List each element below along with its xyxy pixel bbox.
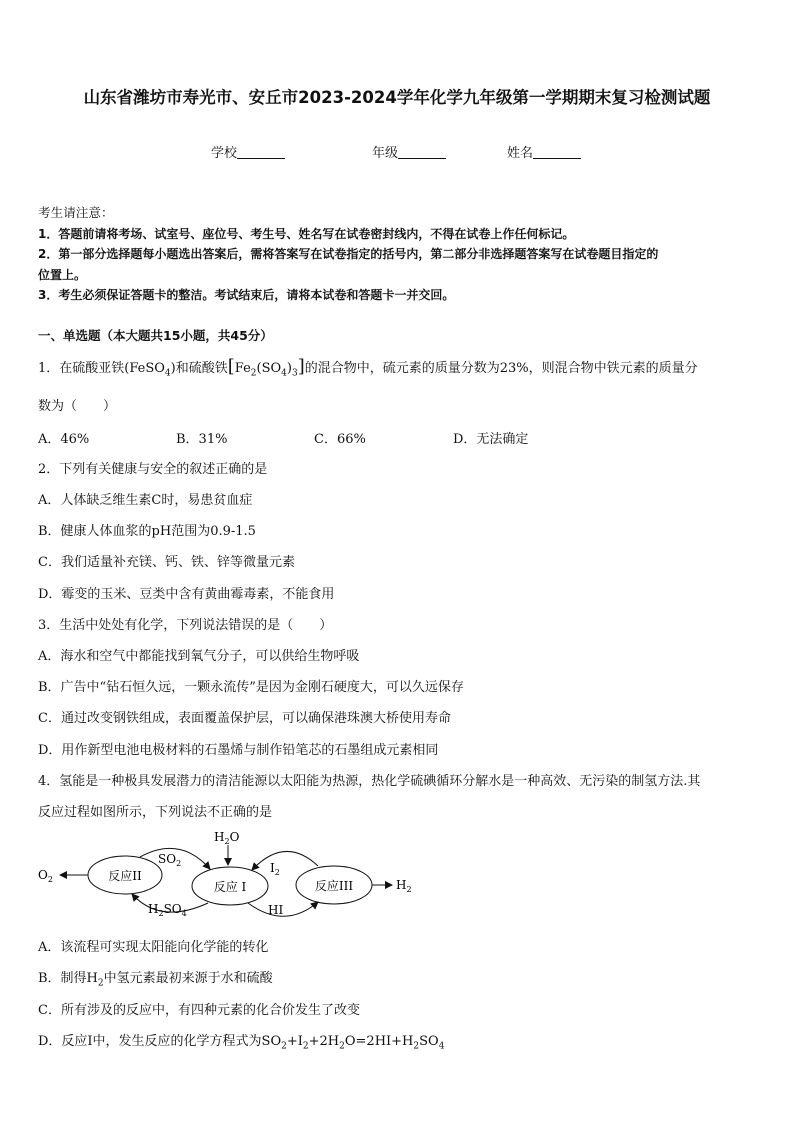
q1-f2-sub2: 4 [281, 368, 287, 379]
q4-d-s4: 2 [413, 1041, 420, 1052]
page-title: 山东省潍坊市寿光市、安丘市2023-2024学年化学九年级第一学期期末复习检测试题 [83, 88, 711, 107]
q4-d-t4: O=2HI+H [344, 1034, 414, 1049]
o2-text: O [38, 868, 48, 882]
reaction-3-label: 反应III [314, 879, 354, 893]
so2-sub: 2 [176, 859, 182, 868]
q1-f1: (FeSO [124, 361, 165, 376]
grade-label: 年级 [372, 146, 399, 161]
q1-formula-feso4 [124, 361, 176, 379]
q4-d-s5: 4 [438, 1041, 445, 1052]
school-label: 学校 [211, 146, 238, 161]
q4-option-d[interactable] [38, 1030, 444, 1052]
h2-text: H [396, 878, 407, 892]
q1-option-b[interactable]: B．31% [176, 432, 228, 447]
reaction-1-label: 反应 I [213, 880, 247, 894]
q1-f2a: Fe [234, 361, 251, 376]
q3-option-b[interactable]: B．广告中“钻石恒久远，一颗永流传”是因为金刚石硬度大，可以久远保存 [38, 680, 464, 695]
school-blank[interactable] [237, 146, 285, 159]
q1-f1-end: ) [170, 361, 176, 376]
note-item: 位置上。 [38, 267, 87, 282]
h2so4-label [148, 902, 187, 918]
h2-label [396, 878, 412, 894]
q1-suffix: 的混合物中，硫元素的质量分数为23%，则混合物中铁元素的质量分 [304, 361, 698, 376]
h2so4-sub2: 4 [181, 909, 187, 918]
note-item: 2．第一部分选择题每小题选出答案后，需将答案写在试卷指定的括号内，第二部分非选择题答案写在试卷题目指定的 [38, 247, 659, 261]
q4-option-b[interactable] [38, 967, 273, 989]
i2-label [270, 861, 280, 877]
q2-option-c[interactable]: C．我们适量补充镁、钙、铁、锌等微量元素 [38, 555, 295, 570]
notes-heading: 考生请注意： [38, 205, 114, 220]
q1-formula-fe2so43 [234, 361, 298, 379]
q1-f2-sub3: 3 [291, 368, 298, 379]
reaction-diagram [30, 825, 430, 925]
q1-option-a[interactable]: A．46% [38, 432, 90, 447]
h2-sub: 2 [406, 885, 412, 894]
q1-f1-sub: 4 [164, 368, 171, 379]
q2-option-d[interactable]: D．霉变的玉米、豆类中含有黄曲霉毒素，不能食用 [38, 587, 335, 602]
grade-field[interactable] [372, 142, 446, 161]
q4-b-sub: 2 [97, 978, 104, 989]
h2o-h: H [214, 830, 225, 844]
q4-b-post: 中氢元素最初来源于水和硫酸 [103, 971, 273, 986]
name-blank[interactable] [533, 146, 581, 159]
q3-option-d[interactable]: D．用作新型电池电极材料的石墨烯与制作铅笔芯的石墨组成元素相同 [38, 743, 439, 758]
h2o-sub: 2 [224, 837, 230, 846]
bracket-left: [ [227, 356, 235, 377]
o2-label [38, 868, 53, 884]
so2-text: SO [158, 852, 177, 866]
q4-d-t3: +2H [308, 1034, 340, 1049]
q1-option-d[interactable]: D．无法确定 [453, 432, 529, 447]
q1-mid: 和硫酸铁 [175, 361, 228, 376]
o2-sub: 2 [47, 875, 53, 884]
q2-stem: 2．下列有关健康与安全的叙述正确的是 [38, 462, 268, 477]
q4-option-c[interactable]: C．所有涉及的反应中，有四种元素的化合价发生了改变 [38, 1003, 360, 1018]
name-label: 姓名 [507, 146, 534, 161]
h2o-o: O [229, 830, 240, 844]
q4-stem-line1: 4．氢能是一种极具发展潜力的清洁能源以太阳能为热源，热化学硫碘循环分解水是一种高效、无污染的制氢方法.其 [38, 774, 701, 789]
i2-text: I [270, 861, 275, 875]
q1-f2b: (SO [256, 361, 282, 376]
q1-f2-sub1: 2 [250, 368, 257, 379]
q1-prefix: 1．在硫酸亚铁 [38, 361, 125, 376]
bracket-right: ] [297, 356, 305, 377]
so2-label [158, 852, 181, 868]
q4-d-t1: D．反应Ⅰ中，发生反应的化学方程式为SO [38, 1034, 282, 1049]
q4-stem-line2: 反应过程如图所示，下列说法不正确的是 [38, 805, 273, 820]
q4-option-a[interactable]: A．该流程可实现太阳能向化学能的转化 [38, 940, 269, 955]
q4-d-t5: SO [419, 1034, 439, 1049]
q4-d-s1: 2 [281, 1041, 287, 1052]
hi-label: HI [268, 903, 284, 917]
q2-option-b[interactable]: B．健康人体血浆的pH范围为0.9-1.5 [38, 524, 256, 539]
q1-f2c: ) [286, 361, 292, 376]
h2so4-so: SO [163, 902, 182, 916]
q3-option-a[interactable]: A．海水和空气中都能找到氧气分子，可以供给生物呼吸 [38, 649, 360, 664]
q4-d-t2: +I [286, 1034, 303, 1049]
q2-option-a[interactable]: A．人体缺乏维生素C时，易患贫血症 [38, 493, 253, 508]
h2so4-h: H [148, 902, 159, 916]
school-field[interactable] [211, 142, 285, 161]
reaction-2-label: 反应II [108, 869, 142, 883]
q4-d-s3: 2 [339, 1041, 345, 1052]
name-field[interactable] [507, 142, 581, 161]
note-item: 1．答题前请将考场、试室号、座位号、考生号、姓名写在试卷密封线内，不得在试卷上作任何标记。 [38, 226, 575, 241]
h2o-label [214, 830, 240, 846]
q1-stem-line2: 数为（ ） [38, 399, 117, 414]
note-item: 3．考生必须保证答题卡的整洁。考试结束后，请将本试卷和答题卡一并交回。 [38, 288, 455, 302]
q4-d-s2: 2 [302, 1041, 309, 1052]
exam-notes [38, 203, 758, 306]
section-heading: 一、单选题（本大题共15小题，共45分） [38, 328, 273, 343]
grade-blank[interactable] [398, 146, 446, 159]
i2-sub: 2 [274, 868, 280, 877]
q4-b-pre: B．制得H [38, 971, 98, 986]
q3-stem: 3．生活中处处有化学，下列说法错误的是（ ） [38, 618, 333, 633]
h2so4-sub1: 2 [158, 909, 164, 918]
q1-stem [38, 356, 698, 379]
i2-arrow [252, 851, 318, 870]
q1-option-c[interactable]: C．66% [314, 432, 366, 447]
q3-option-c[interactable]: C．通过改变钢铁组成，表面覆盖保护层，可以确保港珠澳大桥使用寿命 [38, 711, 451, 726]
